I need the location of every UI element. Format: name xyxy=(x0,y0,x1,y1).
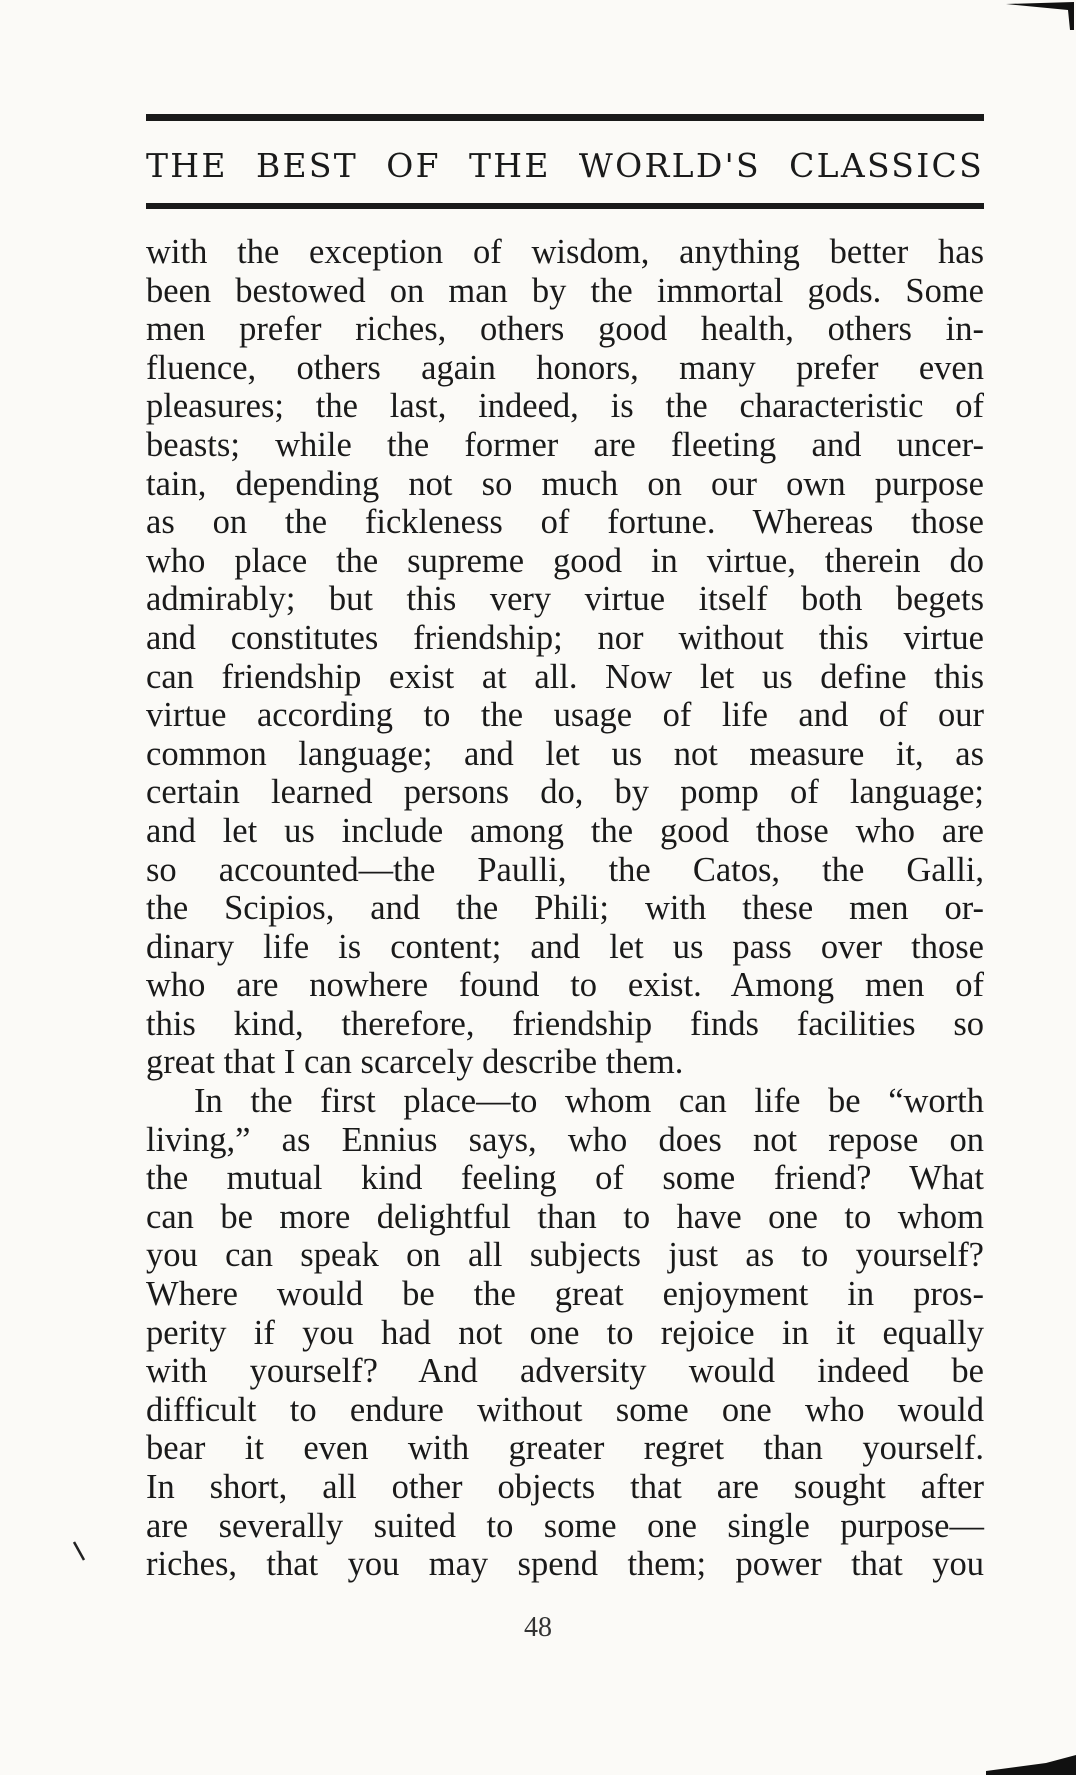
text-line: riches, that you may spend them; power that you xyxy=(146,1545,984,1584)
text-line: men prefer riches, others good health, others in- xyxy=(146,310,984,349)
text-line: and constitutes friendship; nor without this virtue xyxy=(146,618,984,657)
header-rule-top xyxy=(146,114,984,121)
text-line: this kind, therefore, friendship finds facilities so xyxy=(146,1004,984,1043)
text-line: can be more delightful than to have one to whom xyxy=(146,1197,984,1236)
text-line: the mutual kind feeling of some friend? What xyxy=(146,1159,984,1198)
text-line: In the first place—to whom can life be “worth xyxy=(194,1082,984,1121)
text-line: living,” as Ennius says, who does not repose on xyxy=(146,1120,984,1159)
header-rule-bottom xyxy=(146,203,984,209)
paragraph xyxy=(146,1082,984,1584)
body-text xyxy=(146,233,984,1584)
text-line: and let us include among the good those who are xyxy=(146,811,984,850)
text-line: are severally suited to some one single purpose— xyxy=(146,1506,984,1545)
text-line: who place the supreme good in virtue, therein do xyxy=(146,541,984,580)
page-number: 48 xyxy=(524,1612,552,1643)
text-line: pleasures; the last, indeed, is the characteristic of xyxy=(146,387,984,426)
text-line: as on the fickleness of fortune. Whereas those xyxy=(146,503,984,542)
text-line: tain, depending not so much on our own purpose xyxy=(146,464,984,503)
corner-scan-mark-bottom-icon xyxy=(986,1741,1076,1775)
text-line: been bestowed on man by the immortal gods. Some xyxy=(146,271,984,310)
text-line: with yourself? And adversity would indeed be xyxy=(146,1352,984,1391)
text-line: great that I can scarcely describe them. xyxy=(146,1043,684,1082)
text-line: dinary life is content; and let us pass over those xyxy=(146,927,984,966)
text-line: In short, all other objects that are sought after xyxy=(146,1468,984,1506)
text-line: perity if you had not one to rejoice in it equally xyxy=(146,1313,984,1352)
text-line: with the exception of wisdom, anything better has xyxy=(146,233,984,271)
text-line: common language; and let us not measure it, as xyxy=(146,734,984,773)
paragraph xyxy=(146,233,984,1082)
text-line: the Scipios, and the Phili; with these men or- xyxy=(146,889,984,928)
corner-scan-mark-icon xyxy=(996,0,1076,30)
text-line: admirably; but this very virtue itself both begets xyxy=(146,580,984,619)
text-line: who are nowhere found to exist. Among men of xyxy=(146,966,984,1005)
text-line: Where would be the great enjoyment in pros- xyxy=(146,1275,984,1314)
margin-tick-icon xyxy=(72,1540,86,1562)
text-line: fluence, others again honors, many prefer even xyxy=(146,348,984,387)
text-line: bear it even with greater regret than yourself. xyxy=(146,1429,984,1468)
text-line: virtue according to the usage of life and of our xyxy=(146,696,984,735)
text-line: beasts; while the former are fleeting and uncer- xyxy=(146,425,984,464)
text-line: can friendship exist at all. Now let us define this xyxy=(146,657,984,696)
running-title: THE BEST OF THE WORLD'S CLASSICS xyxy=(146,146,984,185)
text-line: difficult to endure without some one who would xyxy=(146,1390,984,1429)
text-line: you can speak on all subjects just as to yourself? xyxy=(146,1236,984,1275)
text-line: so accounted—the Paulli, the Catos, the Galli, xyxy=(146,850,984,889)
text-line: certain learned persons do, by pomp of language; xyxy=(146,773,984,812)
